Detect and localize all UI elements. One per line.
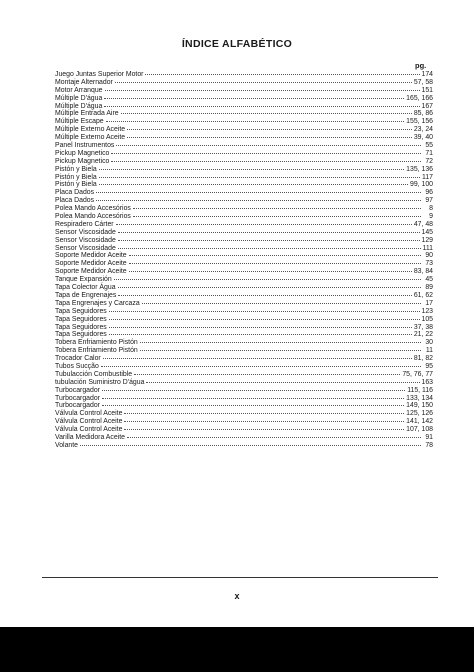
index-entry-pages: 133, 134 <box>406 394 433 402</box>
dot-leader <box>109 311 420 312</box>
index-entry <box>55 308 433 316</box>
index-entry <box>55 95 433 103</box>
index-entry-name: Sensor Viscosidade <box>55 236 116 244</box>
index-entry-name: Tapa de Engrenajes <box>55 291 117 299</box>
index-entry <box>55 158 433 166</box>
index-entry-pages: 95 <box>425 362 433 370</box>
index-entry <box>55 126 433 134</box>
index-entry <box>55 197 433 205</box>
index-entry-pages: 11 <box>425 347 433 355</box>
dot-leader <box>118 232 420 233</box>
index-entry-name: Tanque Expansión <box>55 276 112 284</box>
index-entry-name: Juego Juntas Superior Motor <box>55 71 144 78</box>
index-entry-name: Panel Instrumentos <box>55 142 115 150</box>
index-entry-pages: 174 <box>421 71 433 78</box>
index-entry <box>55 418 433 426</box>
index-entry <box>55 426 433 434</box>
index-entry-name: Sensor Viscosidade <box>55 244 116 252</box>
index-entry-pages: 167 <box>421 102 433 110</box>
dot-leader <box>140 350 421 351</box>
index-entry-name: Soporte Medidor Aceite <box>55 252 127 260</box>
index-entry-name: Trocador Calor <box>55 355 101 363</box>
index-entry-pages: 91 <box>425 433 433 441</box>
index-entry-pages: 149, 150 <box>406 402 433 410</box>
index-entry-pages: 117 <box>422 173 433 181</box>
index-entry-pages: 141, 142 <box>406 418 433 426</box>
index-entry-name: Soporte Medidor Aceite <box>55 268 127 276</box>
dot-leader <box>109 334 412 335</box>
dot-leader <box>96 192 421 193</box>
index-entry-pages: 9 <box>429 213 433 221</box>
index-entry-name: Tubulacción Combustible <box>55 370 133 378</box>
index-entry <box>55 213 433 221</box>
dot-leader <box>140 342 421 343</box>
index-entry-name: Polea Mando Accesórios <box>55 213 131 221</box>
index-entry <box>55 205 433 213</box>
index-entry <box>55 395 433 403</box>
page-number: x <box>234 591 240 601</box>
index-entry-name: Placa Dados <box>55 197 95 205</box>
index-entry <box>55 110 433 118</box>
index-entry <box>55 189 433 197</box>
index-entry-name: Válvula Control Aceite <box>55 418 123 426</box>
dot-leader <box>111 161 421 162</box>
index-entry-name: Volante <box>55 441 78 449</box>
footer-rule <box>42 577 438 578</box>
index-entry <box>55 387 433 395</box>
index-entry-pages: 55 <box>425 142 433 150</box>
index-entry <box>55 134 433 142</box>
index-entry-name: Tapa Engrenajes y Carcaza <box>55 299 140 307</box>
index-entry-name: Múltiple D'água <box>55 102 103 110</box>
index-entry <box>55 150 433 158</box>
index-entry-pages: 72 <box>425 157 433 165</box>
dot-leader <box>111 153 421 154</box>
index-entry-name: Tubos Sucção <box>55 362 99 370</box>
dot-leader <box>102 398 404 399</box>
index-entry <box>55 181 433 189</box>
dot-leader <box>106 121 405 122</box>
index-entry-pages: 105 <box>421 315 433 323</box>
index-entry-pages: 155, 156 <box>406 118 433 126</box>
index-entry-pages: 30 <box>425 339 433 347</box>
dot-leader <box>118 248 421 249</box>
index-entry-pages: 111 <box>422 244 433 252</box>
index-entry-pages: 45 <box>425 276 433 284</box>
index-entry <box>55 237 433 245</box>
dot-leader <box>102 390 405 391</box>
index-entry <box>55 260 433 268</box>
index-entry-name: tubulación Suministro D'água <box>55 378 145 386</box>
index-entry-pages: 17 <box>425 299 433 307</box>
index-entry-name: Respiradero Cárter <box>55 220 114 228</box>
index-entry-pages: 47, 48 <box>413 220 433 228</box>
index-entry <box>55 245 433 253</box>
dot-leader <box>105 90 420 91</box>
index-entry-name: Tapa Seguidores <box>55 315 107 323</box>
dot-leader <box>104 106 419 107</box>
bottom-black-bar <box>0 627 474 672</box>
index-entry <box>55 284 433 292</box>
dot-leader <box>127 437 421 438</box>
dot-leader <box>118 240 420 241</box>
index-entry-name: Tapa Seguidores <box>55 323 107 331</box>
dot-leader <box>145 74 419 75</box>
index-entry <box>55 339 433 347</box>
dot-leader <box>146 382 419 383</box>
index-entry-pages: 71 <box>425 149 433 157</box>
index-entry <box>55 221 433 229</box>
dot-leader <box>142 303 421 304</box>
index-entry <box>55 324 433 332</box>
index-entry-pages: 61, 62 <box>413 291 433 299</box>
dot-leader <box>80 445 421 446</box>
dot-leader <box>118 295 412 296</box>
dot-leader <box>129 255 421 256</box>
dot-leader <box>99 177 420 178</box>
dot-leader <box>133 216 421 217</box>
index-entry <box>55 142 433 150</box>
index-entry <box>55 442 433 450</box>
index-entry-pages: 85, 86 <box>413 110 433 118</box>
index-entry-name: Pistón y Biela <box>55 165 97 173</box>
index-entry <box>55 87 433 95</box>
dot-leader <box>109 319 420 320</box>
dot-leader <box>129 271 412 272</box>
index-entry <box>55 300 433 308</box>
index-entry-name: Tapa Seguidores <box>55 331 107 339</box>
index-entry <box>55 316 433 324</box>
index-entry-pages: 8 <box>429 205 433 213</box>
index-entry-name: Pickup Magnetico <box>55 149 110 157</box>
dot-leader <box>115 82 412 83</box>
index-entry <box>55 71 433 79</box>
index-entry <box>55 371 433 379</box>
page-column-label: pg. <box>415 61 427 70</box>
index-entry-name: Sensor Viscosidade <box>55 228 116 236</box>
dot-leader <box>116 145 421 146</box>
dot-leader <box>109 327 412 328</box>
index-entry-pages: 135, 136 <box>406 165 433 173</box>
index-entry <box>55 103 433 111</box>
index-entry-name: Pistón y Biela <box>55 181 97 189</box>
index-entry-name: Múltiple D'água <box>55 94 103 102</box>
index-entry-pages: 129 <box>421 236 433 244</box>
index-entry <box>55 363 433 371</box>
index-entry-name: Turbocargador <box>55 386 100 394</box>
index-entry-pages: 123 <box>421 307 433 315</box>
index-entry-name: Motor Arranque <box>55 86 103 94</box>
index-entry-name: Polea Mando Accesórios <box>55 205 131 213</box>
dot-leader <box>96 200 421 201</box>
dot-leader <box>114 279 421 280</box>
index-entry-pages: 78 <box>425 441 433 449</box>
index-entry <box>55 229 433 237</box>
page-title: ÍNDICE ALFABÉTICO <box>181 38 293 50</box>
index-entry-pages: 21, 22 <box>413 331 433 339</box>
dot-leader <box>101 366 421 367</box>
index-entry-pages: 165, 166 <box>406 94 433 102</box>
index-entry-pages: 73 <box>425 260 433 268</box>
index-entry-name: Múltiple Entrada Aire <box>55 110 119 118</box>
index-entry <box>55 174 433 182</box>
index-entry-name: Válvula Control Aceite <box>55 426 123 434</box>
index-entry-name: Pistón y Biela <box>55 173 97 181</box>
dot-leader <box>133 208 421 209</box>
dot-leader <box>124 413 404 414</box>
dot-leader <box>116 224 412 225</box>
index-entry <box>55 410 433 418</box>
index-entry-pages: 115, 116 <box>407 386 433 394</box>
index-entry <box>55 268 433 276</box>
index-entry-name: Turbocargador <box>55 394 100 402</box>
index-entry-name: Válvula Control Aceite <box>55 410 123 418</box>
index-list <box>55 71 433 450</box>
dot-leader <box>129 263 421 264</box>
dot-leader <box>102 405 404 406</box>
dot-leader <box>99 169 404 170</box>
index-entry-name: Montaje Alternador <box>55 78 113 86</box>
index-entry-name: Soporte Medidor Aceite <box>55 260 127 268</box>
index-entry <box>55 402 433 410</box>
index-entry <box>55 434 433 442</box>
index-entry-name: Tobera Enfriamiento Pistón <box>55 347 138 355</box>
index-entry-pages: 75, 76, 77 <box>402 370 433 378</box>
dot-leader <box>134 374 400 375</box>
index-entry-name: Tobera Enfriamiento Pistón <box>55 339 138 347</box>
index-entry-name: Tapa Colector Água <box>55 284 116 292</box>
index-entry-pages: 151 <box>421 86 433 94</box>
index-entry-pages: 163 <box>421 378 433 386</box>
index-entry-pages: 23, 24 <box>413 126 433 134</box>
index-entry-pages: 37, 38 <box>413 323 433 331</box>
index-entry <box>55 347 433 355</box>
index-entry-pages: 81, 82 <box>413 355 433 363</box>
index-entry-name: Placa Dados <box>55 189 95 197</box>
dot-leader <box>118 287 421 288</box>
index-entry <box>55 355 433 363</box>
dot-leader <box>127 137 412 138</box>
index-entry <box>55 379 433 387</box>
index-entry-name: Múltiple Externo Aceite <box>55 134 126 142</box>
index-entry-pages: 90 <box>425 252 433 260</box>
index-entry <box>55 276 433 284</box>
dot-leader <box>121 113 412 114</box>
dot-leader <box>124 421 404 422</box>
index-entry <box>55 292 433 300</box>
index-entry-name: Turbocargador <box>55 402 100 410</box>
index-entry-name: Tapa Seguidores <box>55 307 107 315</box>
dot-leader <box>103 358 412 359</box>
index-entry-pages: 39, 40 <box>413 134 433 142</box>
index-entry-pages: 57, 58 <box>413 78 433 86</box>
index-entry-pages: 97 <box>425 197 433 205</box>
index-entry <box>55 252 433 260</box>
dot-leader <box>104 98 404 99</box>
index-entry-pages: 89 <box>425 284 433 292</box>
index-entry-name: Múltiple Escape <box>55 118 104 126</box>
index-entry <box>55 79 433 87</box>
index-entry-name: Múltiple Externo Aceite <box>55 126 126 134</box>
index-entry <box>55 118 433 126</box>
index-entry-pages: 125, 126 <box>406 410 433 418</box>
index-entry-name: Pickup Magnetico <box>55 157 110 165</box>
index-entry-pages: 96 <box>425 189 433 197</box>
dot-leader <box>124 429 404 430</box>
index-entry <box>55 166 433 174</box>
index-entry-pages: 99, 100 <box>410 181 433 189</box>
index-entry-pages: 107, 108 <box>406 426 433 434</box>
index-entry <box>55 331 433 339</box>
dot-leader <box>127 129 412 130</box>
dot-leader <box>99 184 408 185</box>
index-entry-pages: 83, 84 <box>413 268 433 276</box>
index-entry-pages: 145 <box>421 228 433 236</box>
index-entry-name: Varilla Medidora Aceite <box>55 433 125 441</box>
